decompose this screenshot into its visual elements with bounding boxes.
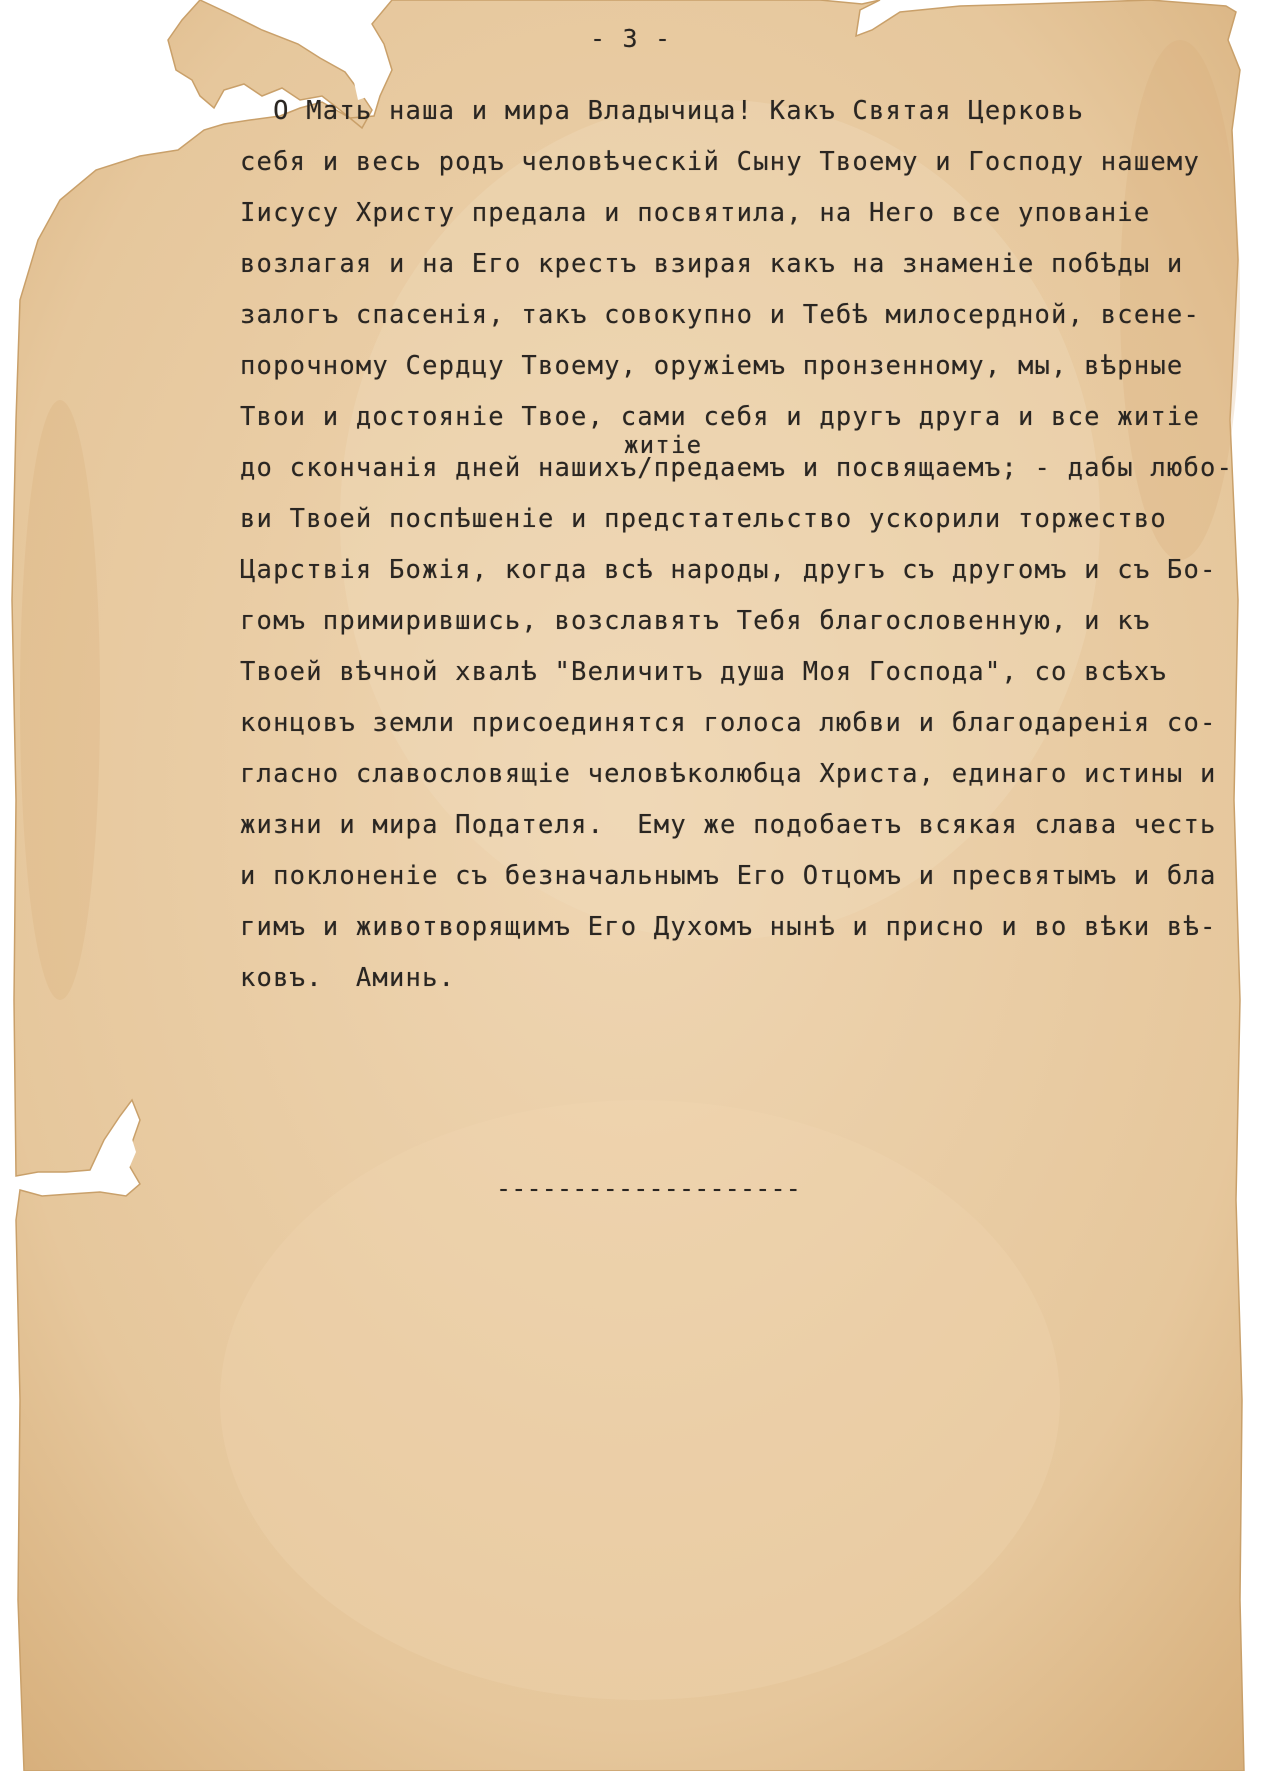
closing-separator: --------------------: [496, 1174, 802, 1203]
page-number: - 3 -: [590, 24, 672, 53]
text-line: гласно славословящіе человѣколюбца Христа, единаго истины и: [240, 759, 1217, 789]
letter-body: [240, 96, 1234, 993]
text-line: Твои и достояніе Твое, сами себя и другъ друга и все житіе: [240, 402, 1201, 432]
text-line: себя и весь родъ человѣческій Сыну Твоему и Господу нашему: [240, 147, 1201, 177]
text-line: Твоей вѣчной хвалѣ "Величитъ душа Моя Господа", со всѣхъ: [240, 657, 1167, 687]
text-line: концовъ земли присоединятся голоса любви и благодаренія со-: [240, 708, 1217, 738]
text-line: ви Твоей поспѣшеніе и предстательство ускорили торжество: [240, 504, 1167, 534]
text-line: возлагая и на Его крестъ взирая какъ на знаменіе побѣды и: [240, 249, 1184, 279]
text-line: залогъ спасенія, такъ совокупно и Тебѣ милосердной, всене-: [240, 300, 1201, 330]
text-line: жизни и мира Подателя. Ему же подобаетъ всякая слава честь: [240, 810, 1217, 840]
text-line: и поклоненіе съ безначальнымъ Его Отцомъ и пресвятымъ и бла: [240, 861, 1217, 891]
text-line: Царствія Божія, когда всѣ народы, другъ съ другомъ и съ Бо-: [240, 555, 1217, 585]
text-line: гимъ и животворящимъ Его Духомъ нынѣ и присно и во вѣки вѣ-: [240, 912, 1217, 942]
text-line: до скончанія дней нашихъ/предаемъ и посвящаемъ; - дабы любо-: [240, 453, 1234, 483]
interlinear-insertion: житіе: [624, 431, 703, 459]
text-line: порочному Сердцу Твоему, оружіемъ пронзенному, мы, вѣрные: [240, 351, 1184, 381]
text-line: Іисусу Христу предала и посвятила, на Него все упованіе: [240, 198, 1151, 228]
text-line: О Мать наша и мира Владычица! Какъ Святая Церковь: [240, 96, 1085, 126]
text-line: ковъ. Аминь.: [240, 963, 456, 993]
text-line: гомъ примирившись, возславятъ Тебя благословенную, и къ: [240, 606, 1151, 636]
